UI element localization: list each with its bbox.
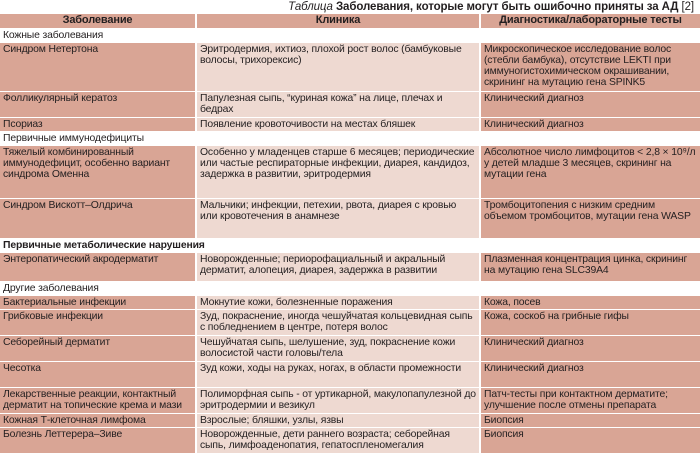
clinic-cell: Мальчики; инфекции, петехии, рвота, диарея с кровью или кровотечения в анамнезе [196, 199, 480, 239]
disease-cell: Псориаз [0, 118, 196, 132]
table-row [0, 146, 700, 199]
table-row [0, 362, 700, 388]
clinic-cell: Полиморфная сыпь - от уртикарной, макулопапулезной до эритродермии и везикул [196, 388, 480, 414]
table-row [0, 43, 700, 92]
table-row [0, 310, 700, 336]
diagnostics-cell: Биопсия [480, 414, 700, 428]
table-row [0, 388, 700, 414]
diagnostics-cell: Клинический диагноз [480, 336, 700, 362]
clinic-cell: Зуд, покраснение, иногда чешуйчатая кольцевидная сыпь с побледнением в центре, потеря волос [196, 310, 480, 336]
diagnostics-cell: Клинический диагноз [480, 92, 700, 118]
header-disease: Заболевание [0, 14, 196, 29]
disease-cell: Фолликулярный кератоз [0, 92, 196, 118]
section-row [0, 282, 700, 296]
diagnostics-cell: Абсолютное число лимфоцитов < 2,8 × 10⁹/л у детей младше 3 месяцев, скрининг на мутации гена [480, 146, 700, 199]
clinic-cell: Чешуйчатая сыпь, шелушение, зуд, покраснение кожи волосистой части головы/тела [196, 336, 480, 362]
table-row [0, 118, 700, 132]
table-caption [0, 0, 700, 14]
disease-cell: Синдром Нетертона [0, 43, 196, 92]
section-title: Кожные заболевания [0, 29, 700, 43]
section-row [0, 239, 700, 253]
disease-cell: Грибковые инфекции [0, 310, 196, 336]
header-diagnostics: Диагностика/лабораторные тесты [480, 14, 700, 29]
disease-cell: Синдром Вискотт–Олдрича [0, 199, 196, 239]
section-title: Другие заболевания [0, 282, 700, 296]
clinic-cell: Взрослые; бляшки, узлы, язвы [196, 414, 480, 428]
clinic-cell: Мокнутие кожи, болезненные поражения [196, 296, 480, 310]
diagnostics-cell: Микроскопическое исследование волос (стебли бамбука), отсутствие LEKTI при иммуногистохимическом окрашивании, скрининг на мутацию гена SPINK5 [480, 43, 700, 92]
section-row [0, 29, 700, 43]
disease-cell: Энтеропатический акродерматит [0, 253, 196, 282]
table-row [0, 92, 700, 118]
header-row [0, 14, 700, 29]
table-row [0, 428, 700, 454]
clinic-cell: Особенно у младенцев старше 6 месяцев; периодические или частые респираторные инфекции, диарея, кандидоз, задержка в развитии, эритродермия [196, 146, 480, 199]
table-row [0, 253, 700, 282]
section-title: Первичные иммунодефициты [0, 132, 700, 146]
diagnostics-cell: Клинический диагноз [480, 362, 700, 388]
disease-cell: Лекарственные реакции, контактный дерматит на топические крема и мази [0, 388, 196, 414]
clinic-cell: Новорожденные; периорофациальный и акральный дерматит, алопеция, диарея, задержка в развитии [196, 253, 480, 282]
clinic-cell: Папулезная сыпь, “куриная кожа” на лице, плечах и бедрах [196, 92, 480, 118]
diagnostics-cell: Плазменная концентрация цинка, скрининг на мутацию гена SLC39A4 [480, 253, 700, 282]
table-row [0, 414, 700, 428]
diagnostics-cell: Патч-тесты при контактном дерматите; улучшение после отмены препарата [480, 388, 700, 414]
diseases-table [0, 14, 700, 454]
disease-cell: Чесотка [0, 362, 196, 388]
diagnostics-cell: Кожа, посев [480, 296, 700, 310]
diagnostics-cell: Клинический диагноз [480, 118, 700, 132]
diagnostics-cell: Кожа, соскоб на грибные гифы [480, 310, 700, 336]
caption-label: Таблица [288, 1, 333, 13]
header-clinic: Клиника [196, 14, 480, 29]
table-row [0, 296, 700, 310]
clinic-cell: Появление кровоточивости на местах бляшек [196, 118, 480, 132]
section-title: Первичные метаболические нарушения [0, 239, 700, 253]
table-row [0, 336, 700, 362]
table-body [0, 29, 700, 454]
clinic-cell: Зуд кожи, ходы на руках, ногах, в области промежности [196, 362, 480, 388]
section-row [0, 132, 700, 146]
disease-cell: Себорейный дерматит [0, 336, 196, 362]
caption-ref: [2] [681, 1, 694, 13]
disease-cell: Бактериальные инфекции [0, 296, 196, 310]
clinic-cell: Новорожденные, дети раннего возраста; себорейная сыпь, лимфоаденопатия, гепатоспленомегалия [196, 428, 480, 454]
caption-title: Заболевания, которые могут быть ошибочно приняты за АД [335, 1, 679, 13]
diagnostics-cell: Биопсия [480, 428, 700, 454]
table-row [0, 199, 700, 239]
clinic-cell: Эритродермия, ихтиоз, плохой рост волос (бамбуковые волосы, трихорексис) [196, 43, 480, 92]
disease-cell: Болезнь Леттерера–Зиве [0, 428, 196, 454]
disease-cell: Тяжелый комбинированный иммунодефицит, особенно вариант синдрома Оменна [0, 146, 196, 199]
disease-cell: Кожная Т-клеточная лимфома [0, 414, 196, 428]
diagnostics-cell: Тромбоцитопения с низким средним объемом тромбоцитов, мутации гена WASP [480, 199, 700, 239]
